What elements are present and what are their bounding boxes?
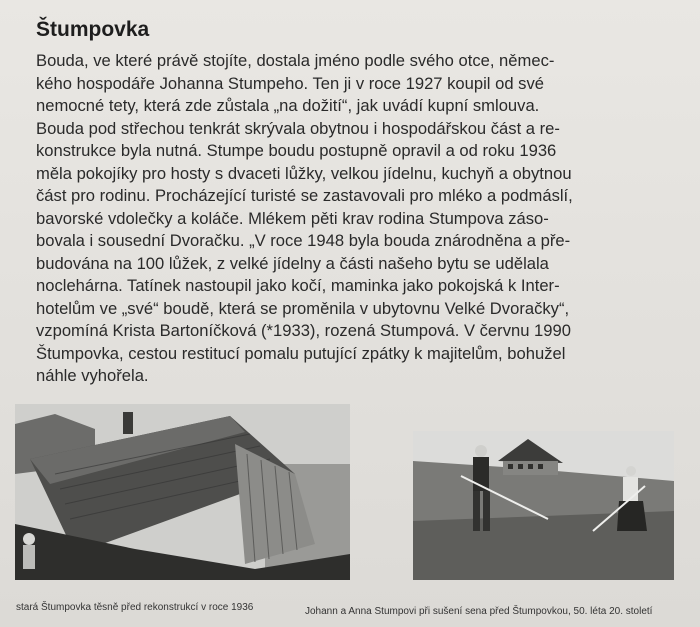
caption-right: Johann a Anna Stumpovi při sušení sena před Štumpovkou, 50. léta 20. století (305, 606, 653, 617)
text-line: konstrukce byla nutná. Stumpe boudu postupně opravil a od roku 1936 (36, 141, 557, 160)
caption-left: stará Štumpovka těsně před rekonstrukcí v roce 1936 (16, 602, 254, 613)
text-line: vzpomíná Krista Bartoníčková (*1933), rozená Stumpová. V červnu 1990 (36, 321, 571, 340)
photo-haymaking (413, 431, 674, 580)
panel-title: Štumpovka (36, 18, 150, 41)
text-line: bovala i sousední Dvoračku. „V roce 1948 byla bouda znárodněna a pře- (36, 231, 571, 250)
text-line: náhle vyhořela. (36, 366, 149, 385)
body-paragraph (36, 50, 666, 388)
text-line: bavorské vdolečky a koláče. Mlékem pěti krav rodina Stumpova záso- (36, 208, 549, 228)
text-line: nemocné tety, která zde zůstala „na dožití“, jak uvádí kupní smlouva. (36, 96, 540, 115)
text-line: část pro rodinu. Procházející turisté se zastavovali pro mléko a podmáslí, (36, 186, 573, 205)
text-line: hotelům ve „své“ boudě, která se proměnila v ubytovnu Velké Dvoračky“, (36, 298, 570, 318)
text-line: noclehárna. Tatínek nastoupil jako kočí, maminka jako pokojská k Inter- (36, 276, 560, 295)
text-line: Bouda pod střechou tenkrát skrývala obytnou i hospodářskou část a re- (36, 118, 560, 138)
text-line: budována na 100 lůžek, z velké jídelny a části našeho bytu se udělala (36, 253, 549, 273)
text-line: měla pokojíky pro hosty s dvaceti lůžky, velkou jídelnu, kuchyň a obytnou (36, 163, 572, 183)
photo-old-cottage (15, 404, 350, 580)
text-line: Štumpovka, cestou restitucí pomalu putující zpátky k majitelům, bohužel (36, 343, 566, 363)
text-line: kého hospodáře Johanna Stumpeho. Ten ji v roce 1927 koupil od své (36, 73, 544, 93)
text-line: Bouda, ve které právě stojíte, dostala jméno podle svého otce, němec- (36, 51, 555, 70)
